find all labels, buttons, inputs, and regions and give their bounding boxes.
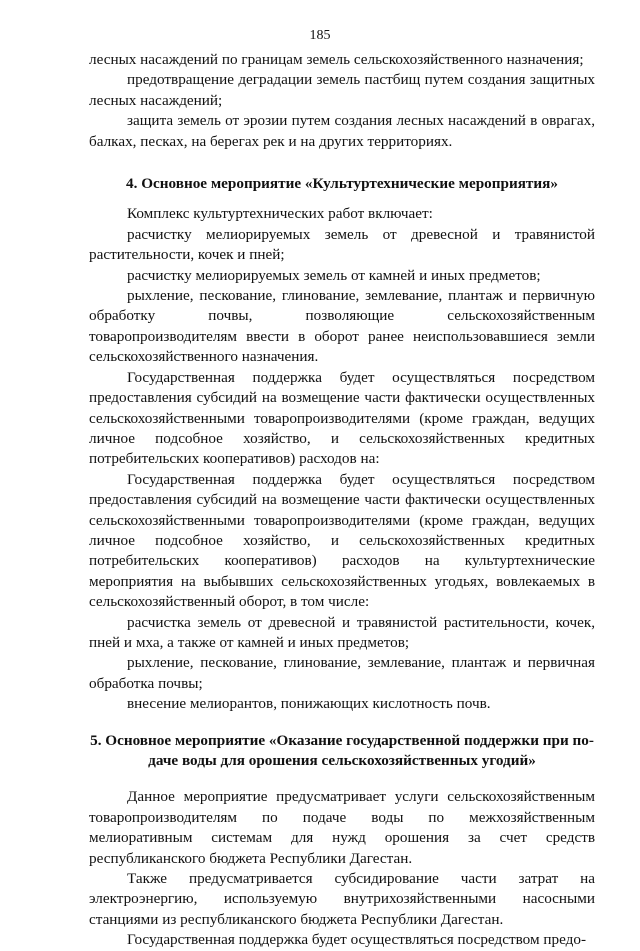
paragraph: Данное мероприятие предусматривает услуги сельскохозяйственным товаропроизводителям по подаче воды по межхозяйственным мелиоративным системам для нужд орошения за счет средств республиканского бюджета Республики Дагестан.: [89, 788, 595, 867]
paragraph: расчистку мелиорируемых земель от древесной и травянистой растительности, кочек и пней;: [89, 225, 595, 264]
paragraph: предотвращение деградации земель пастбищ путем создания защитных лесных насаждений;: [89, 71, 595, 109]
paragraph: Государственная поддержка будет осуществляться посредством предоставления субсидий на возмещение части фактически осуществленных сельскохозяйственными товаропроизводителями (кроме граждан, ведущих личное подсобное хозяйство, и сельскохозяйственных кредитных потребительских кооперативов) расходов на культуртехнические мероприятия на выбывших сельскохозяйственных угодьях, вовлекаемых в сельскохозяйственный оборот, в том числе:: [89, 470, 595, 611]
section-heading-5-line2: даче воды для орошения сельскохозяйственных угодий»: [148, 752, 536, 769]
paragraph: рыхление, пескование, глинование, землевание, плантаж и первичную обработку почвы, позволяющие сельскохозяйственным товаропроизводителям ввести в оборот ранее неиспользовавшиеся земли сельскохозяйственного назначения.: [89, 287, 595, 366]
section-heading-5-line1: 5. Основное мероприятие «Оказание государственной поддержки при по-: [90, 731, 594, 749]
page-body: [89, 50, 595, 951]
paragraph: защита земель от эрозии путем создания лесных насаждений в оврагах, балках, песках, на берегах рек и на других территориях.: [89, 112, 595, 150]
paragraph: расчистка земель от древесной и травянистой растительности, кочек, пней и мха, а также от камней и иных предметов;: [89, 613, 595, 651]
paragraph: расчистку мелиорируемых земель от камней и иных предметов;: [127, 266, 541, 284]
paragraph: рыхление, пескование, глинование, землевание, плантаж и первичная обработка почвы;: [89, 654, 595, 692]
page-number: 185: [309, 28, 331, 43]
paragraph: Также предусматривается субсидирование части затрат на электроэнергию, используемую внутрихозяйственными насосными станциями из республиканского бюджета Республики Дагестан.: [89, 870, 595, 928]
paragraph: лесных насаждений по границам земель сельскохозяйственного назначения;: [89, 51, 584, 68]
section-heading-5: [89, 731, 595, 772]
section-heading-4: 4. Основное мероприятие «Культуртехнические мероприятия»: [126, 175, 558, 193]
paragraph: Комплекс культуртехнических работ включает:: [127, 205, 433, 223]
paragraph: Государственная поддержка будет осуществляться посредством предоставления субсидий на возмещение части фактически осуществленных сельскохозяйственными товаропроизводителями (кроме граждан, ведущих личное подсобное хозяйство, и сельскохозяйственных кредитных потребительских кооперативов) расходов на:: [89, 368, 595, 468]
paragraph: Государственная поддержка будет осуществляться посредством предо-: [127, 931, 586, 949]
paragraph: внесение мелиорантов, понижающих кислотность почв.: [127, 695, 491, 713]
